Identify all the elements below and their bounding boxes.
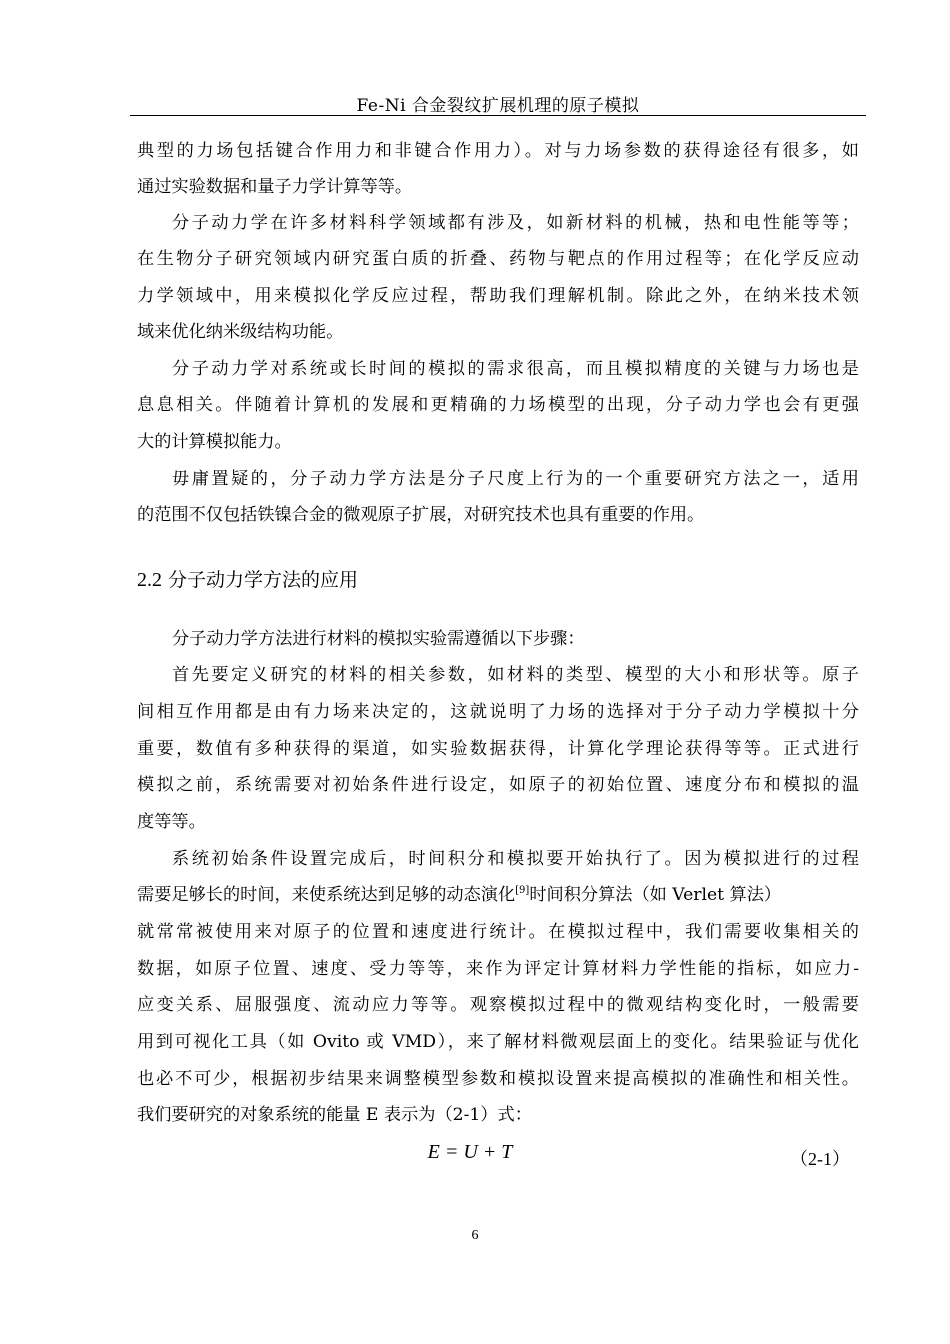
body-line: 分子动力学在许多材料科学领域都有涉及，如新材料的机械，热和电性能等等； <box>172 213 859 233</box>
body-line: 的范围不仅包括铁镍合金的微观原子扩展，对研究技术也具有重要的作用。 <box>137 505 705 525</box>
page-number: 6 <box>471 1228 479 1243</box>
body-line: 首先要定义研究的材料的相关参数，如材料的类型、模型的大小和形状等。原子 <box>172 665 859 685</box>
body-line: 模拟之前，系统需要对初始条件进行设定，如原子的初始位置、速度分布和模拟的温 <box>137 775 859 795</box>
running-header: Fe-Ni 合金裂纹扩展机理的原子模拟 <box>356 96 640 116</box>
section-heading <box>137 567 358 593</box>
body-line: 域来优化纳米级结构功能。 <box>137 322 344 342</box>
equation-formula: E = U + T <box>427 1141 513 1163</box>
section-title: 分子动力学方法的应用 <box>168 569 359 591</box>
body-line-citation <box>137 883 859 907</box>
body-line: 我们要研究的对象系统的能量 E 表示为（2-1）式： <box>137 1105 532 1125</box>
citation-line-text: 需要足够长的时间，来使系统达到足够的动态演化 <box>137 885 516 905</box>
citation-line-text: 时间积分算法（如 Verlet 算法） <box>529 885 782 905</box>
body-line: 度等等。 <box>137 812 206 832</box>
body-line: 大的计算模拟能力。 <box>137 432 292 452</box>
equation-number: （2-1） <box>790 1149 850 1169</box>
body-line: 力学领域中，用来模拟化学反应过程，帮助我们理解机制。除此之外，在纳米技术领 <box>137 286 859 306</box>
body-line: 间相互作用都是由有力场来决定的，这就说明了力场的选择对于分子动力学模拟十分 <box>137 702 859 722</box>
body-line: 应变关系、屈服强度、流动应力等等。观察模拟过程中的微观结构变化时，一般需要 <box>137 995 859 1015</box>
body-line: 就常常被使用来对原子的位置和速度进行统计。在模拟过程中，我们需要收集相关的 <box>137 922 859 942</box>
body-line: 系统初始条件设置完成后，时间积分和模拟要开始执行了。因为模拟进行的过程 <box>172 849 859 869</box>
body-line: 通过实验数据和量子力学计算等等。 <box>137 177 413 197</box>
body-line: 息息相关。伴随着计算机的发展和更精确的力场模型的出现，分子动力学也会有更强 <box>137 395 859 415</box>
body-line: 分子动力学对系统或长时间的模拟的需求很高，而且模拟精度的关键与力场也是 <box>172 359 859 379</box>
body-line: 在生物分子研究领域内研究蛋白质的折叠、药物与靶点的作用过程等；在化学反应动 <box>137 249 859 269</box>
header-rule <box>130 115 866 116</box>
body-line: 也必不可少，根据初步结果来调整模型参数和模拟设置来提高模拟的准确性和相关性。 <box>137 1069 859 1089</box>
citation-ref[interactable]: [9] <box>515 885 530 896</box>
body-line: 毋庸置疑的，分子动力学方法是分子尺度上行为的一个重要研究方法之一，适用 <box>172 469 859 489</box>
body-line: 分子动力学方法进行材料的模拟实验需遵循以下步骤： <box>172 629 585 649</box>
body-line: 数据，如原子位置、速度、受力等等，来作为评定计算材料力学性能的指标，如应力- <box>137 959 859 979</box>
body-line: 用到可视化工具（如 Ovito 或 VMD），来了解材料微观层面上的变化。结果验证与优化 <box>137 1032 859 1052</box>
body-line: 重要，数值有多种获得的渠道，如实验数据获得，计算化学理论获得等等。正式进行 <box>137 739 859 759</box>
section-number: 2.2 <box>137 569 162 591</box>
body-line: 典型的力场包括键合作用力和非键合作用力）。对与力场参数的获得途径有很多，如 <box>137 141 859 161</box>
